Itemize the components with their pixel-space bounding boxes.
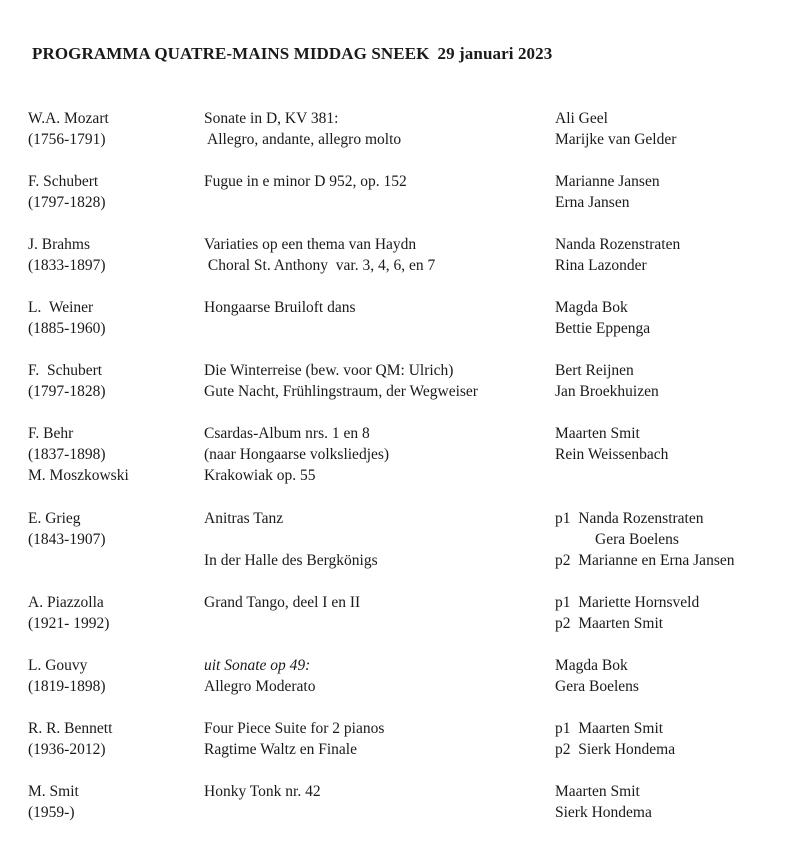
work-line: (naar Hongaarse volksliedjes) <box>204 446 390 463</box>
work-line: Grand Tango, deel I en II <box>204 594 361 611</box>
composer-dates: (1936-2012) <box>28 741 106 758</box>
work-intro: uit Sonate op 49: <box>204 657 311 674</box>
title-date: 29 januari 2023 <box>437 44 553 63</box>
work-line: Four Piece Suite for 2 pianos <box>204 720 385 737</box>
title-text: PROGRAMMA QUATRE-MAINS MIDDAG SNEEK <box>32 44 430 63</box>
composer-name: F. Schubert <box>28 362 103 379</box>
composer-dates: (1797-1828) <box>28 194 106 211</box>
work-line: Gute Nacht, Frühlingstraum, der Wegweiser <box>204 383 478 400</box>
composer-cell <box>28 234 106 276</box>
work-line: Csardas-Album nrs. 1 en 8 <box>204 425 370 442</box>
performer-line: Sierk Hondema <box>555 804 652 821</box>
performer-cell <box>555 592 699 634</box>
performer-line: p2 Sierk Hondema <box>555 741 676 758</box>
composer-name: L. Gouvy <box>28 657 88 674</box>
performer-line: Rina Lazonder <box>555 257 647 274</box>
composer-cell <box>28 297 106 339</box>
composer-cell <box>28 171 106 213</box>
work-cell <box>204 108 401 150</box>
performer-cell <box>555 171 660 213</box>
performer-line: Maarten Smit <box>555 425 640 442</box>
work-line: Krakowiak op. 55 <box>204 467 316 484</box>
performer-line: Magda Bok <box>555 657 628 674</box>
work-cell <box>204 718 384 760</box>
work-cell <box>204 360 478 402</box>
performer-line: p2 Maarten Smit <box>555 615 664 632</box>
composer-name: F. Schubert <box>28 173 99 190</box>
performer-line: Erna Jansen <box>555 194 630 211</box>
performer-cell <box>555 508 734 571</box>
work-line: Allegro Moderato <box>204 678 316 695</box>
composer-name: E. Grieg <box>28 510 81 527</box>
performer-line: Bettie Eppenga <box>555 320 651 337</box>
composer-dates: (1819-1898) <box>28 678 106 695</box>
composer-name: A. Piazzolla <box>28 594 104 611</box>
composer-dates: (1921- 1992) <box>28 615 110 632</box>
performer-cell <box>555 108 676 150</box>
composer-cell <box>28 718 112 760</box>
composer-cell <box>28 423 129 486</box>
composer-dates: (1756-1791) <box>28 131 106 148</box>
work-line: Allegro, andante, allegro molto <box>204 131 402 148</box>
composer-name: L. Weiner <box>28 299 94 316</box>
performer-line: Nanda Rozenstraten <box>555 236 681 253</box>
composer-cell <box>28 655 106 697</box>
composer-cell <box>28 592 109 634</box>
performer-cell <box>555 423 668 465</box>
performer-cell <box>555 234 680 276</box>
performer-line: p1 Maarten Smit <box>555 720 664 737</box>
performer-cell <box>555 781 652 823</box>
composer-dates: (1885-1960) <box>28 320 106 337</box>
work-cell <box>204 423 389 486</box>
composer-name: R. R. Bennett <box>28 720 113 737</box>
work-cell <box>204 234 435 276</box>
page-title <box>32 44 552 64</box>
composer-name: F. Behr <box>28 425 74 442</box>
performer-line: Magda Bok <box>555 299 628 316</box>
composer-name: W.A. Mozart <box>28 110 109 127</box>
work-line: In der Halle des Bergkönigs <box>204 552 378 569</box>
composer-dates: (1959-) <box>28 804 75 821</box>
composer-dates: (1837-1898) <box>28 446 106 463</box>
performer-cell <box>555 297 650 339</box>
work-cell <box>204 655 315 697</box>
composer-dates: (1797-1828) <box>28 383 106 400</box>
work-line: Anitras Tanz <box>204 510 284 527</box>
performer-line: Marianne Jansen <box>555 173 660 190</box>
composer-name: M. Smit <box>28 783 79 800</box>
work-line: Die Winterreise (bew. voor QM: Ulrich) <box>204 362 454 379</box>
performer-line: Ali Geel <box>555 110 608 127</box>
composer-cell <box>28 360 106 402</box>
work-cell <box>204 508 378 571</box>
performer-line: Rein Weissenbach <box>555 446 669 463</box>
performer-cell <box>555 360 659 402</box>
performer-line: Gera Boelens <box>555 678 639 695</box>
performer-cell <box>555 718 675 760</box>
work-line: Sonate in D, KV 381: <box>204 110 339 127</box>
composer-cell <box>28 508 106 550</box>
work-line: Honky Tonk nr. 42 <box>204 783 321 800</box>
performer-line: p2 Marianne en Erna Jansen <box>555 552 735 569</box>
composer-cell <box>28 781 79 823</box>
work-line: Variaties op een thema van Haydn <box>204 236 417 253</box>
work-cell <box>204 297 356 318</box>
work-cell <box>204 171 407 192</box>
work-cell <box>204 592 360 613</box>
performer-line: Marijke van Gelder <box>555 131 677 148</box>
performer-line: Bert Reijnen <box>555 362 634 379</box>
performer-line: p1 Nanda Rozenstraten <box>555 510 704 527</box>
performer-cell <box>555 655 639 697</box>
work-line: Ragtime Waltz en Finale <box>204 741 357 758</box>
performer-line <box>555 529 734 550</box>
composer-dates: (1843-1907) <box>28 531 106 548</box>
composer-cell <box>28 108 109 150</box>
performer-line: Maarten Smit <box>555 783 640 800</box>
work-line: Fugue in e minor D 952, op. 152 <box>204 173 407 190</box>
work-cell <box>204 781 321 802</box>
performer-name: Gera Boelens <box>595 531 679 548</box>
composer-dates: (1833-1897) <box>28 257 106 274</box>
performer-line: Jan Broekhuizen <box>555 383 659 400</box>
composer-name: M. Moszkowski <box>28 467 129 484</box>
work-line: Hongaarse Bruiloft dans <box>204 299 356 316</box>
composer-name: J. Brahms <box>28 236 90 253</box>
work-line: Choral St. Anthony var. 3, 4, 6, en 7 <box>204 257 436 274</box>
performer-line: p1 Mariette Hornsveld <box>555 594 700 611</box>
